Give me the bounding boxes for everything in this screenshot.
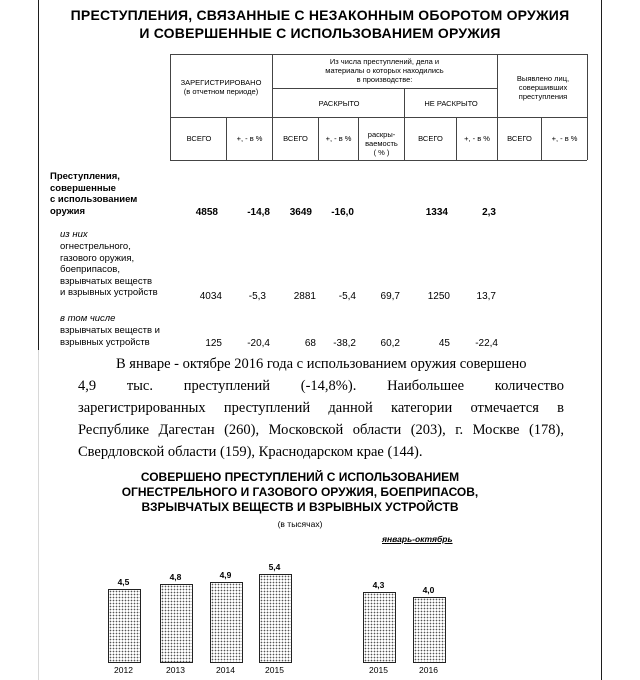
header-solve-rate: раскры- ваемость ( % ): [365, 130, 398, 157]
chart-title-line-3: ВЗРЫВЧАТЫХ ВЕЩЕСТВ И ВЗРЫВНЫХ УСТРОЙСТВ: [141, 500, 459, 514]
header-persons-found: Выявлено лиц, совершивших преступления: [516, 74, 570, 101]
row1-registered: 4858: [195, 207, 218, 218]
table-title-line-2: И СОВЕРШЕННЫЕ С ИСПОЛЬЗОВАНИЕМ ОРУЖИЯ: [139, 25, 501, 41]
chart-bar: [108, 589, 141, 663]
table-title-line-1: ПРЕСТУПЛЕНИЯ, СВЯЗАННЫЕ С НЕЗАКОННЫМ ОБОРОТОМ ОРУЖИЯ: [70, 7, 570, 23]
chart-period-label: январь-октябрь: [382, 534, 453, 544]
row1-solved-change: -16,0: [331, 207, 354, 218]
row1-solved: 3649: [289, 207, 312, 218]
chart-x-tick: 2014: [216, 665, 235, 675]
chart-bar: [259, 574, 292, 663]
chart-bar: [210, 582, 243, 663]
header-registered: ЗАРЕГИСТРИРОВАНО (в отчетном периоде): [180, 78, 262, 96]
header-unsolved: НЕ РАСКРЫТО: [424, 99, 478, 108]
row2-unsolved: 1250: [427, 291, 450, 302]
page-border-right: [601, 0, 602, 680]
chart-bar-value: 4,0: [422, 585, 435, 595]
header-change: +, - в %: [325, 134, 352, 143]
row1-unsolved-change: 2,3: [482, 207, 496, 218]
chart-bar-value: 4,9: [219, 570, 232, 580]
chart-bar-value: 5,4: [268, 562, 281, 572]
paragraph-line: зарегистрированных преступлений данной категории отмечается в: [78, 400, 564, 416]
table-col-divider: [497, 54, 498, 160]
chart-title-line-1: СОВЕРШЕНО ПРЕСТУПЛЕНИЙ С ИСПОЛЬЗОВАНИЕМ: [140, 470, 460, 484]
header-change: +, - в %: [551, 134, 578, 143]
paragraph-line: Свердловской области (159), Краснодарском крае (144).: [78, 444, 423, 460]
table-header-mid-rule: [272, 88, 497, 89]
paragraph-line: Республике Дагестан (260), Московской области (203), г. Москве (178),: [78, 422, 564, 438]
chart-bar: [413, 597, 446, 663]
chart-x-tick: 2016: [419, 665, 438, 675]
page-border-left: [38, 0, 39, 350]
chart-title-line-2: ОГНЕСТРЕЛЬНОГО И ГАЗОВОГО ОРУЖИЯ, БОЕПРИПАСОВ,: [121, 485, 479, 499]
header-change: +, - в %: [236, 134, 263, 143]
row2-registered-change: -5,3: [248, 291, 266, 302]
chart-x-tick: 2013: [166, 665, 185, 675]
table-col-divider: [587, 54, 588, 160]
row2-unsolved-change: 13,7: [476, 291, 496, 302]
paragraph-line: 4,9 тыс. преступлений (-14,8%). Наибольшее количество: [78, 378, 564, 394]
row2-solve-rate: 69,7: [380, 291, 400, 302]
row3-solve-rate: 60,2: [380, 338, 400, 349]
table-header-bottom-rule: [170, 160, 587, 161]
row3-unsolved-change: -22,4: [475, 338, 498, 349]
chart-x-tick: 2012: [114, 665, 133, 675]
row3-registered: 125: [205, 338, 222, 349]
row2-solved-change: -5,4: [338, 291, 356, 302]
table-col-divider: [170, 54, 171, 160]
header-total: ВСЕГО: [418, 134, 443, 143]
row-label-explosives: взрывчатых веществ и взрывных устройств: [60, 325, 160, 348]
table-header-mid-rule-2: [272, 117, 497, 118]
chart-bar: [363, 592, 396, 663]
table-header-mid-rule-4: [497, 117, 587, 118]
row3-unsolved: 45: [438, 338, 450, 349]
paragraph-line: В январе - октябре 2016 года с использованием оружия совершено: [116, 356, 527, 372]
chart-bar-value: 4,5: [117, 577, 130, 587]
row-label-weapons-crimes: Преступления, совершенные с использованием оружия: [50, 171, 138, 217]
chart-x-tick: 2015: [369, 665, 388, 675]
chart-bar: [160, 584, 193, 663]
chart-x-tick: 2015: [265, 665, 284, 675]
chart-bar-value: 4,3: [372, 580, 385, 590]
row3-registered-change: -20,4: [247, 338, 270, 349]
row2-prefix: из них: [60, 229, 88, 240]
row1-unsolved: 1334: [425, 207, 448, 218]
row2-solved: 2881: [293, 291, 316, 302]
header-pending: Из числа преступлений, дела и материалы о которых находились в производстве:: [325, 57, 444, 84]
row3-prefix: в том числе: [60, 313, 116, 324]
header-change: +, - в %: [464, 134, 490, 143]
row1-registered-change: -14,8: [247, 207, 270, 218]
row3-solved-change: -38,2: [333, 338, 356, 349]
row3-solved: 68: [304, 338, 316, 349]
header-total: ВСЕГО: [186, 134, 212, 143]
chart-subtitle: (в тысячах): [277, 519, 323, 529]
table-col-divider: [272, 54, 273, 160]
chart-bar-value: 4,8: [169, 572, 182, 582]
header-total: ВСЕГО: [283, 134, 308, 143]
row2-registered: 4034: [199, 291, 222, 302]
row-label-firearms: огнестрельного, газового оружия, боеприпасов, взрывчатых веществ и взрывных устройств: [60, 241, 158, 298]
table-top-rule: [170, 54, 587, 55]
table-header-mid-rule-3: [170, 117, 272, 118]
header-total: ВСЕГО: [507, 134, 532, 143]
header-solved: РАСКРЫТО: [318, 99, 360, 108]
page-border-left-lower: [38, 350, 39, 680]
